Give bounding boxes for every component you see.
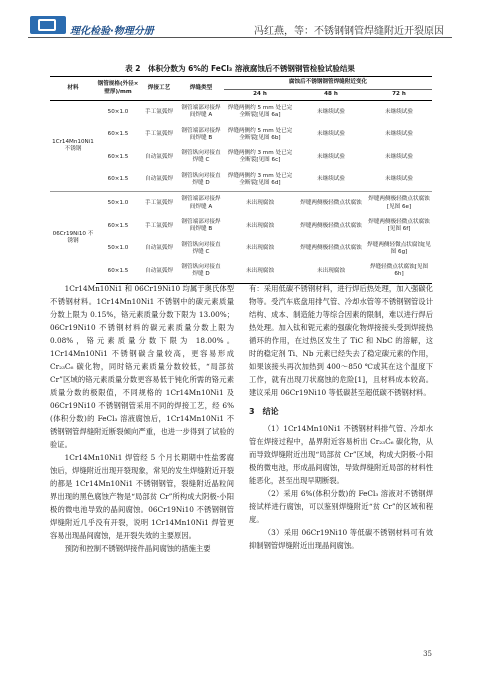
result-24h-cell: 未出现腐蚀 <box>224 192 296 215</box>
type-cell: 钢管端部对接焊间焊缝 A <box>181 105 221 119</box>
result-48h-cell: 未继续试验 <box>317 131 345 138</box>
conclusion-item: （3）采用 06Cr19Ni10 等低碳不锈钢材料可有效抑制钢管焊缝附近出现晶间腐蚀。 <box>249 528 433 550</box>
material-cell: 06Cr19Ni10 不锈钢 <box>50 192 96 283</box>
spec-cell: 50×1.0 <box>96 192 140 215</box>
result-48h-cell: 焊缝两侧极轻微点状腐蚀 <box>300 245 362 252</box>
type-cell: 钢管纵向对接直焊缝 C <box>181 241 221 255</box>
header-process: 焊接工艺 <box>147 84 171 91</box>
paragraph: 1Cr14Mn10Ni1 焊管经 5 个月长期期中性盐雾腐蚀后，焊缝附近出现开裂现象，常见的发生焊缝附近开裂的都是 1Cr14Mn10Ni1 不锈钢钢管，裂缝附近晶粒间界出现的黑色腐蚀产物是“局部贫 Cr”所构成大阴极-小阳极的微电池导致的晶间腐蚀。06Cr19Ni10 不锈钢钢管焊缝附近几乎没有开裂，说明 1Cr14Mn10Ni1 焊管更容易出现晶间腐蚀，是开裂失效的主要原因。 <box>50 453 234 540</box>
result-48h-cell: 未继续试验 <box>317 176 345 183</box>
process-cell: 手工氩弧焊 <box>145 131 173 138</box>
result-72h-cell: 焊缝轻微点状腐蚀[见图 6h] <box>366 260 432 283</box>
process-cell: 自动氩弧焊 <box>145 176 173 183</box>
result-72h-cell: 未继续试验 <box>385 176 413 183</box>
running-head: 冯红燕，等：不锈钢钢管焊缝附近开裂原因 <box>254 26 444 37</box>
spec-cell: 50×1.0 <box>107 245 129 252</box>
result-24h-cell: 未出现腐蚀 <box>246 245 274 252</box>
result-48h-cell: 焊缝两侧极轻微点状腐蚀 <box>300 222 362 229</box>
table-row <box>50 169 432 192</box>
table-row <box>50 260 432 283</box>
process-cell: 自动氩弧焊 <box>145 153 173 160</box>
spec-cell: 60×1.5 <box>96 260 140 283</box>
result-72h-cell: 焊缝两侧极轻微点状腐蚀[见图 6f] <box>368 219 430 233</box>
header-48h: 48 h <box>324 91 338 98</box>
right-column <box>249 282 433 552</box>
process-cell: 自动氩弧焊 <box>140 260 178 283</box>
body-columns <box>50 282 433 652</box>
header-72h: 72 h <box>392 91 406 98</box>
table-row <box>50 124 432 147</box>
result-24h-cell: 未出现腐蚀 <box>246 222 274 229</box>
spec-cell: 60×1.5 <box>107 131 129 138</box>
result-72h-cell: 焊缝两侧轻微点状腐蚀[见图 6g] <box>367 241 431 255</box>
type-cell: 钢管端部对接焊间焊缝 B <box>181 127 221 141</box>
type-cell: 钢管端部对接焊间焊缝 B <box>181 219 221 233</box>
result-24h-cell: 焊缝两侧约 3 mm 处已完全断裂[见图 6d] <box>227 172 293 187</box>
table-row <box>50 215 432 238</box>
header-spec: 钢管规格(外径×壁厚)/mm <box>97 81 139 95</box>
result-72h-cell: 未继续试验 <box>385 131 413 138</box>
header-24h: 24 h <box>253 91 267 98</box>
spec-cell: 60×1.5 <box>107 176 129 183</box>
paragraph: 1Cr14Mn10Ni1 和 06Cr19Ni10 均属于奥氏体型不锈钢材料。1Cr14Mn10Ni1 不锈钢中的碳元素质量分数上限为 0.15%，铬元素质量分数下限为 13.00%；06Cr19Ni10 不锈钢材料的碳元素质量分数上限为 0.08%，铬元素质量分数下限为 18.00%。1Cr14Mn10Ni1 不锈钢碳含量较高，更容易形成 Cr₂₃C₆ 碳化物，同时铬元素质量分数较低，“局部贫 Cr”区域的铬元素质量分数更容易低于钝化所需的铬元素质量分数的极限值，不同规格的 1Cr14Mn10Ni1 及 06Cr19Ni10 不锈钢钢管采用不同的焊接工艺，经 6%(体积分数)的 FeCl₃ 溶液腐蚀后，1Cr14Mn10Ni1 不锈钢钢管焊缝附近断裂倾向严重，也进一步得到了试验的验证。 <box>50 284 234 449</box>
results-table <box>50 76 432 284</box>
table-row <box>50 146 432 169</box>
type-cell: 钢管纵向对接直焊缝 D <box>178 260 224 283</box>
table-row <box>50 192 432 215</box>
page-header <box>0 0 480 46</box>
header-rule <box>28 37 452 38</box>
process-cell: 手工氩弧焊 <box>140 192 178 215</box>
result-72h-cell: 未继续试验 <box>385 153 413 160</box>
result-24h-cell: 焊缝两侧约 5 mm 处已完全断裂[见图 6a] <box>227 105 293 119</box>
process-cell: 自动氩弧焊 <box>145 245 173 252</box>
result-48h-cell: 未继续试验 <box>317 153 345 160</box>
result-48h-cell: 未出现腐蚀 <box>296 260 366 283</box>
section-title: 3 结论 <box>249 407 279 416</box>
type-cell: 钢管纵向对接直焊缝 D <box>181 172 221 187</box>
left-column <box>50 282 234 555</box>
table-row <box>50 238 432 261</box>
result-24h-cell: 未出现腐蚀 <box>224 260 296 283</box>
header-type: 焊缝类型 <box>189 84 213 91</box>
result-24h-cell: 焊缝两侧约 5 mm 处已完全断裂[见图 6b] <box>227 127 293 141</box>
table-row <box>50 101 432 124</box>
type-cell: 钢管端部对接焊间焊缝 A <box>178 192 224 215</box>
process-cell: 手工氩弧焊 <box>145 108 173 115</box>
paragraph: 预防和控制不锈钢焊接件晶间腐蚀的措施主要 <box>64 544 211 553</box>
type-cell: 钢管纵向对接直焊缝 C <box>181 150 221 164</box>
material-cell: 1Cr14Mn10Ni1 不锈钢 <box>52 138 94 153</box>
spec-cell: 50×1.0 <box>107 108 129 115</box>
journal-name: 理化检验·物理分册 <box>70 26 154 37</box>
conclusion-item: （1）1Cr14Mn10Ni1 不锈钢材料排气管、冷却水管在焊接过程中，晶界附近容易析出 Cr₂₃C₆ 碳化物，从而导致焊缝附近出现“局部贫 Cr”区域，构成大阴极-小阳极的微电池，形成晶间腐蚀，导致焊缝附近局部的材料性能恶化，甚至出现早期断裂。 <box>249 424 433 485</box>
result-48h-cell: 焊缝两侧极轻微点状腐蚀 <box>296 192 366 215</box>
result-72h-cell: 未继续试验 <box>385 108 413 115</box>
journal-logo-icon <box>30 16 66 34</box>
result-72h-cell: 焊缝两侧极轻微点状腐蚀[见图 6e] <box>366 192 432 215</box>
process-cell: 手工氩弧焊 <box>145 222 173 229</box>
header-material: 材料 <box>67 84 79 91</box>
table-caption: 表 2 体积分数为 6%的 FeCl₃ 溶液腐蚀后不锈钢钢管检验试验结果 <box>125 64 355 73</box>
result-24h-cell: 焊缝两侧约 3 mm 处已完全断裂[见图 6c] <box>227 150 293 164</box>
paragraph: 有：采用低碳不锈钢材料，进行焊后热处理，加入强碳化物等。受汽车底盘用排气管、冷却水管等不锈钢钢管设计结构、成本、制造能力等综合因素的限制，难以进行焊后热处理。加入钛和铌元素的强碳化物焊接接头受到焊接热循环的作用，在过热区发生了 TiC 和 NbC 的溶解，这时的稳定剂 Ti、Nb 元素已经失去了稳定碳元素的作用，如果该接头再次加热到 400～850 ℃或其在这个温度下工作，就有出现刀状腐蚀的危险[1]，且材料成本较高。建议采用 06Cr19Ni10 等低碳甚至超低碳不锈钢材料。 <box>249 284 433 397</box>
spec-cell: 60×1.5 <box>107 222 129 229</box>
header-group: 腐蚀后不锈钢钢管焊缝附近变化 <box>224 77 432 90</box>
conclusion-item: （2）采用 6%(体积分数)的 FeCl₃ 溶液对不锈钢焊接试样进行腐蚀，可以鉴别焊缝附近“贫 Cr”的区域和程度。 <box>249 489 433 524</box>
page-number: 35 <box>423 650 432 658</box>
spec-cell: 60×1.5 <box>107 153 129 160</box>
result-48h-cell: 未继续试验 <box>317 108 345 115</box>
